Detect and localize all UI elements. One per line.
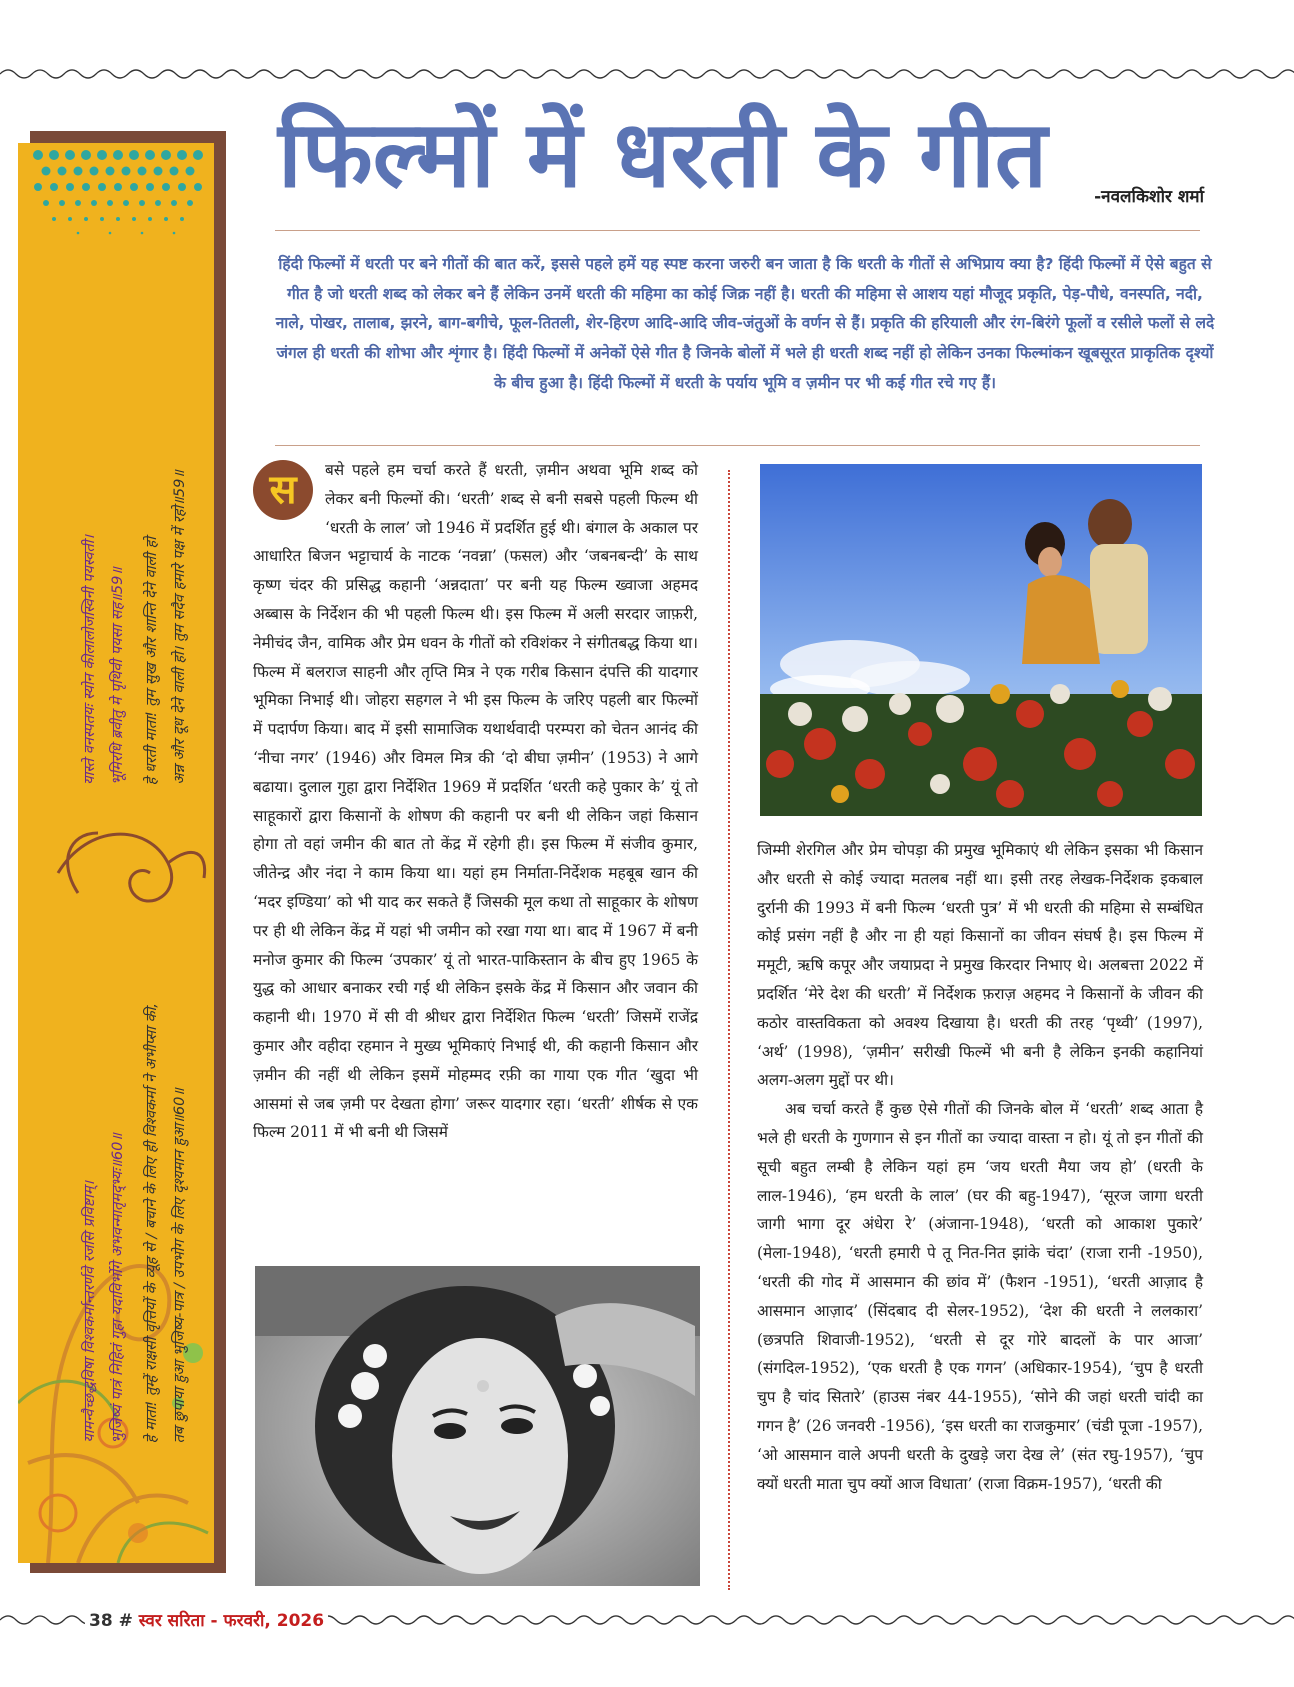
shloka-60-meaning-1: हे माता! तुम्हें राक्षसी वृत्तियों के व्यूह से / बचाने के लिए ही विश्वकर्मा ने अभीप्सा की, — [144, 1002, 160, 1443]
shloka-sidebar — [18, 143, 214, 1563]
shloka-60-line-2: भुजिष्यं पात्रं निहितं गुहा यदाविर्भोगे अभवन्मातृमद्भ्यः॥60॥ — [110, 1132, 126, 1443]
shloka-59-line-2: भूमिरधि ब्रवीतु मे पृथिवी पयसा सह॥59॥ — [110, 567, 126, 785]
top-wave-border — [0, 66, 1294, 82]
body-text-col2-para2: अब चर्चा करते हैं कुछ ऐसे गीतों की जिनके बोल में ‘धरती’ शब्द आता है भले ही धरती के गुणगान से इन गीतों का ज्यादा वास्ता न हो। यूं तो इन गीतों की सूची बहुत लम्बी है लेकिन यहां हम ‘जय धरती मैया जय हो’ (धरती के लाल-1946), ‘हम धरती के लाल’ (घर की बहु-1947), ‘सूरज जागा धरती जागी भागा दूर अंधेरा रे’ (अंजाना-1948), ‘धरती को आकाश पुकारे’ (मेला-1948), ‘धरती हमारी पे तू नित-नित झांके चंदा’ (राजा रानी -1950), ‘धरती की गोद में आसमान की छांव में’ (फैशन -1951), ‘धरती आज़ाद है आसमान आज़ाद’ (सिंदबाद दी सेलर-1952), ‘देश की धरती ने ललकारा’ (छत्रपति शिवाजी-1952), ‘धरती से दूर गोरे बादलों के पार आजा’ (संगदिल-1952), ‘एक धरती है एक गगन’ (अधिकार-1954), ‘चुप है धरती चुप है चांद सितारे’ (हाउस नंबर 44-1955), ‘सोने की जहां धरती चांदी का गगन है’ (26 जनवरी -1956), ‘इस धरती का राजकुमार’ (चंडी पूजा -1957), ‘ओ आसमान वाले अपनी धरती के दुखड़े जरा देख ले’ (संत रघु-1957), ‘चुप क्यों धरती माता चुप क्यों आज विधाता’ (राजा विक्रम-1957), ‘धरती की — [757, 1100, 1203, 1493]
drop-cap: स — [253, 460, 313, 520]
article-title: फिल्मों में धरती के गीत — [278, 101, 1048, 208]
shloka-60-line-1: यामन्वैच्छद्धविषा विश्वकर्मान्तरर्णवे रजसि प्रविष्टाम्। — [82, 1181, 98, 1443]
page-number: 38 # — [89, 1611, 133, 1631]
body-text-col1: बसे पहले हम चर्चा करते हैं धरती, ज़मीन अथवा भूमि शब्द को लेकर बनी फिल्मों की। ‘धरती’ शब्द से बनी सबसे पहली फिल्म थी ‘धरती के लाल’ जो 1946 में प्रदर्शित हुई थी। बंगाल के अकाल पर आधारित बिजन भट्टाचार्य के नाटक ‘नवन्ना’ (फसल) और ‘जबनबन्दी’ के साथ कृष्ण चंदर की प्रसिद्ध कहानी ‘अन्नदाता’ पर बनी यह फिल्म ख्वाजा अहमद अब्बास के निर्देशन की भी पहली फिल्म थी। इस फिल्म में अली सरदार जाफ़री, नेमीचंद जैन, वामिक और प्रेम धवन के गीतों को रविशंकर ने संगीतबद्ध किया था। फिल्म में बलराज साहनी और तृप्ति मित्र ने एक गरीब किसान दंपत्ति की यादगार भूमिका निभाई थी। जोहरा सहगल ने भी इस फिल्म के जरिए पहली बार फिल्मों में पदार्पण किया। बाद में इसी सामाजिक यथार्थवादी परम्परा को चेतन आनंद की ‘नीचा नगर’ (1946) और विमल मित्र की ‘दो बीघा ज़मीन’ (1953) ने आगे बढाया। दुलाल गुहा द्वारा निर्देशित 1969 में प्रदर्शित ‘धरती कहे पुकार के’ यूं तो साहूकारों द्वारा किसानों के शोषण की कहानी पर बनी थी लेकिन जहां किसान होगा तो वहां जमीन की बात तो केंद्र में रहेगी ही। इस फिल्म में संजीव कुमार, जीतेन्द्र और नंदा ने काम किया था। यहां हम निर्माता-निर्देशक महबूब खान की ‘मदर इण्डिया’ को भी याद कर सकते हैं जिसकी मूल कथा तो साहूकार के शोषण पर ही थी लेकिन केंद्र में यहां भी जमीन को रखा गया था। बाद में 1967 में बनी मनोज कुमार की फिल्म ‘उपकार’ यूं तो भारत-पाकिस्तान के बीच हुए 1965 के युद्ध को आधार बनाकर रची गई थी लेकिन इसके केंद्र में किसान और जवान की कहानी थी। 1970 में सी वी श्रीधर द्वारा निर्देशित फिल्म ‘धरती’ जिसमें राजेंद्र कुमार और वहीदा रहमान ने मुख्य भूमिकाएं निभाई थी, की कहानी किसान और ज़मीन की नहीं थी लेकिन इसमें मोहम्मद रफ़ी का गाया एक गीत ‘खुदा भी आसमां से जब ज़मी पर देखता होगा’ जरूर यादगार रहा। ‘धरती’ शीर्षक से एक फिल्म 2011 में भी बनी थी जिसमें — [253, 461, 698, 1142]
body-text-col2-para1: जिम्मी शेरगिल और प्रेम चोपड़ा की प्रमुख भूमिकाएं थी लेकिन इसका भी किसान और धरती से कोई ज्यादा मतलब नहीं था। इसी तरह लेखक-निर्देशक इकबाल दुर्रानी की 1993 में बनी फिल्म ‘धरती पुत्र’ में भी धरती की महिमा से सम्बंधित कोई प्रसंग नहीं है और ना ही यहां किसानों का जीवन संघर्ष है। इस फिल्म में ममूटी, ऋषि कपूर और जयाप्रदा ने प्रमुख किरदार निभाए थे। अलबत्ता 2022 में प्रदर्शित ‘मेरे देश की धरती’ में निर्देशक फ़राज़ अहमद ने किसानों के जीवन की कठोर वास्तविकता को अवश्य दिखाया है। धरती की तरह ‘पृथ्वी’ (1997), ‘अर्थ’ (1998), ‘ज़मीन’ सरीखी फिल्में भी बनी है लेकिन इनकी कहानियां अलग-अलग मुद्दों पर थी। — [757, 841, 1203, 1090]
shloka-59-meaning-1: हे धरती माता! तुम सुख और शान्ति देने वाली हो — [144, 536, 160, 785]
intro-top-rule — [275, 230, 1200, 231]
author-byline: -नवलकिशोर शर्मा — [1094, 187, 1204, 207]
intro-bottom-rule — [275, 445, 1200, 446]
column-divider — [728, 470, 730, 1590]
shloka-59-meaning-2: अन्न और दूध देने वाली हो। तुम सदैव हमारे पक्ष में रहो॥59॥ — [172, 470, 188, 785]
film-still-actress-portrait — [255, 1266, 700, 1586]
film-still-couple-in-flowers — [760, 464, 1202, 816]
shloka-60-meaning-2: तब छुपाया हुआ भुजिष्य-पात्र / उपभोग के लिए दृश्यमान हुआ॥60॥ — [172, 1087, 188, 1443]
page-footer — [85, 1608, 328, 1631]
body-column-left — [253, 456, 698, 1147]
halftone-dots-decoration — [18, 143, 214, 253]
body-column-right — [757, 836, 1203, 1498]
magazine-name-date: स्वर सरिता - फरवरी, 2026 — [138, 1611, 325, 1631]
intro-paragraph: हिंदी फिल्मों में धरती पर बने गीतों की बात करें, इससे पहले हमें यह स्पष्ट करना जरुरी बन जाता है कि धरती के गीतों से अभिप्राय क्या है? हिंदी फिल्मों में ऐसे बहुत से गीत है जो धरती शब्द को लेकर बने हैं लेकिन उनमें धरती की महिमा का कोई जिक्र नहीं है। धरती की महिमा से आशय यहां मौजूद प्रकृति, पेड़-पौधे, वनस्पति, नदी, नाले, पोखर, तालाब, झरने, बाग-बगीचे, फूल-तितली, शेर-हिरण आदि-आदि जीव-जंतुओं के वर्णन से हैं। प्रकृति की हरियाली और रंग-बिरंगे फूलों व रसीले फलों से लदे जंगल ही धरती की शोभा और शृंगार है। हिंदी फिल्मों में अनेकों ऐसे गीत है जिनके बोलों में भले ही धरती शब्द नहीं हो लेकिन उनका फिल्मांकन खूबसूरत प्राकृतिक दृश्यों के बीच हुआ है। हिंदी फिल्मों में धरती के पर्याय भूमि व ज़मीन पर भी कई गीत रचे गए हैं। — [275, 255, 1215, 392]
shloka-59-line-1: यास्ते वनस्पतयः स्योन कीलालोजस्विनी पयस्वती। — [82, 535, 98, 785]
